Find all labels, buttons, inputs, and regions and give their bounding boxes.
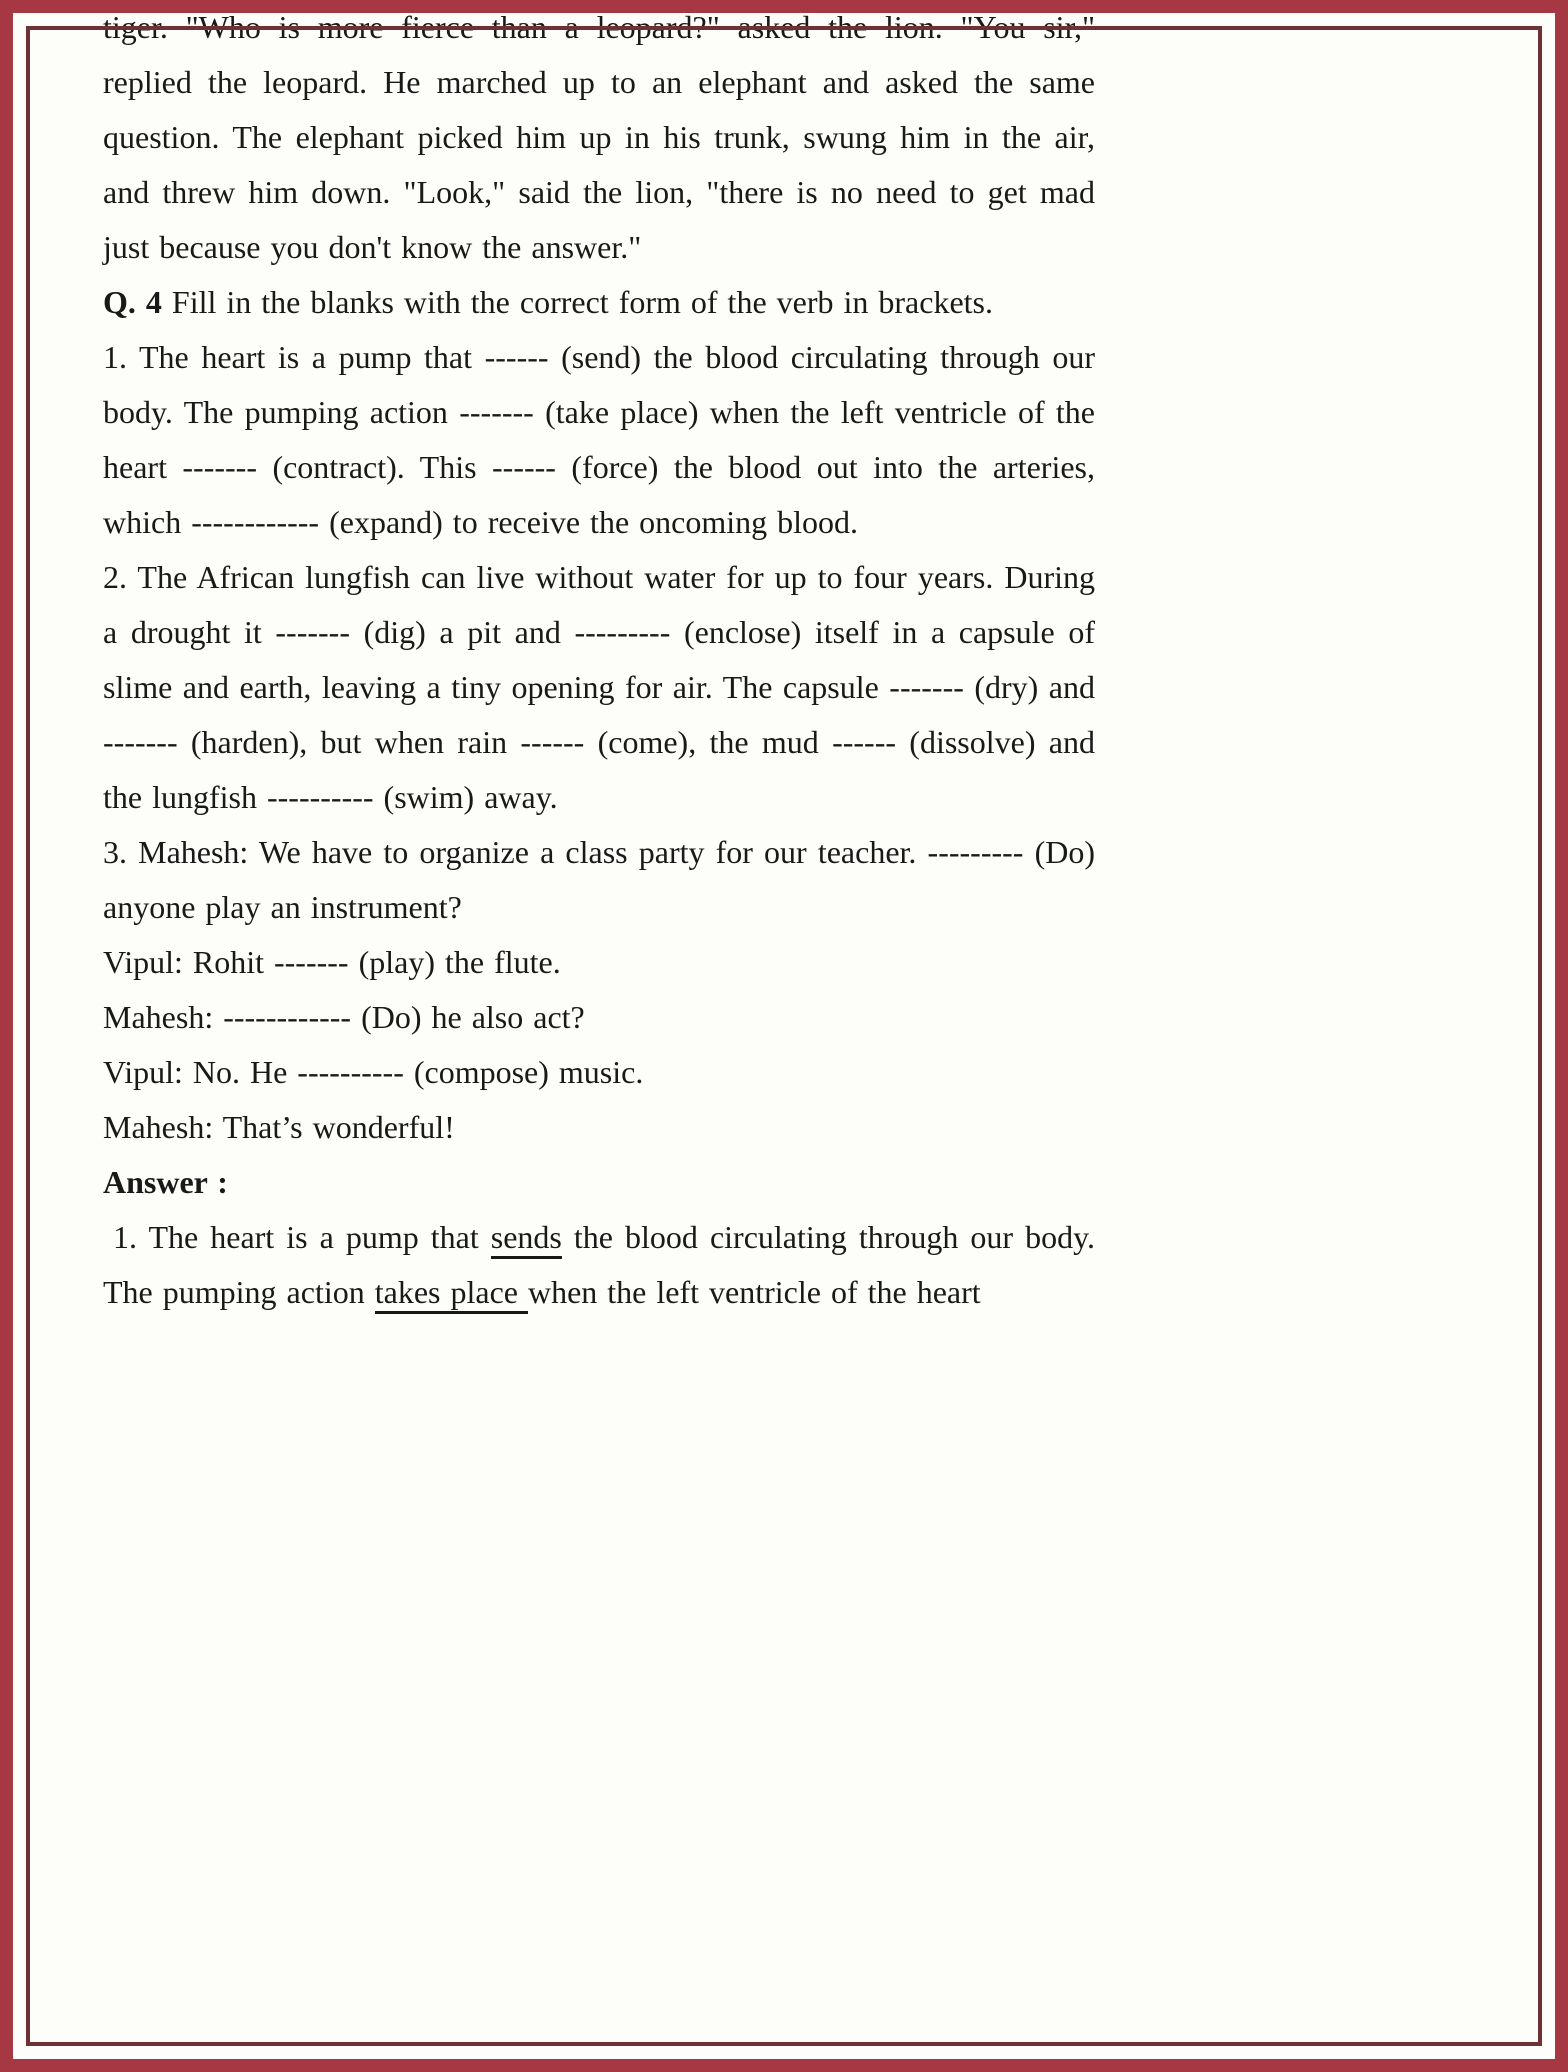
question-item-1: 1. The heart is a pump that ------ (send) the blood circulating through our body. The pumping action ------- (take place) when the left ventricle of the heart ------- (contract). This ------ (force) the blood out into the arteries, which ------------ (expand) to receive the oncoming blood. [103,339,1095,540]
answer-text-prefix: 1. The heart is a pump that [113,1219,491,1255]
question-prompt: Fill in the blanks with the correct form of the verb in brackets. [161,284,993,320]
answer-text-suffix: when the left ventricle of the heart [527,1274,981,1310]
page-content [103,0,1095,1320]
answer-underlined-takes-place: takes place [375,1274,528,1314]
answer-paragraph-1 [103,1210,1095,1320]
question-item-3: 3. Mahesh: We have to organize a class party for our teacher. --------- (Do) anyone play an instrument? [103,834,1095,925]
answer-text-middle: the blood circulating through our body. The pumping action [103,1219,1095,1310]
story-paragraph: tiger. "Who is more fierce than a leopard?" asked the lion. "You sir," replied the leopard. He marched up to an elephant and asked the same question. The elephant picked him up in his trunk, swung him in the air, and threw him down. "Look," said the lion, "there is no need to get mad just because you don't know the answer." [103,9,1095,265]
question-heading [103,275,1095,330]
dialogue-line-vipul-1: Vipul: Rohit ------- (play) the flute. [103,944,561,980]
question-item-2: 2. The African lungfish can live without water for up to four years. During a drought it ------- (dig) a pit and --------- (enclose) itself in a capsule of slime and earth, leaving a tiny opening for air. The capsule ------- (dry) and ------- (harden), but when rain ------ (come), the mud ------ (dissolve) and the lungfish ---------- (swim) away. [103,559,1095,815]
dialogue-line-vipul-2: Vipul: No. He ---------- (compose) music. [103,1054,644,1090]
dialogue-line-mahesh-1: Mahesh: ------------ (Do) he also act? [103,999,585,1035]
answer-underlined-sends: sends [491,1219,562,1259]
dialogue-line-mahesh-2: Mahesh: That’s wonderful! [103,1109,455,1145]
question-number: Q. 4 [103,284,162,320]
answer-heading: Answer : [103,1164,228,1200]
